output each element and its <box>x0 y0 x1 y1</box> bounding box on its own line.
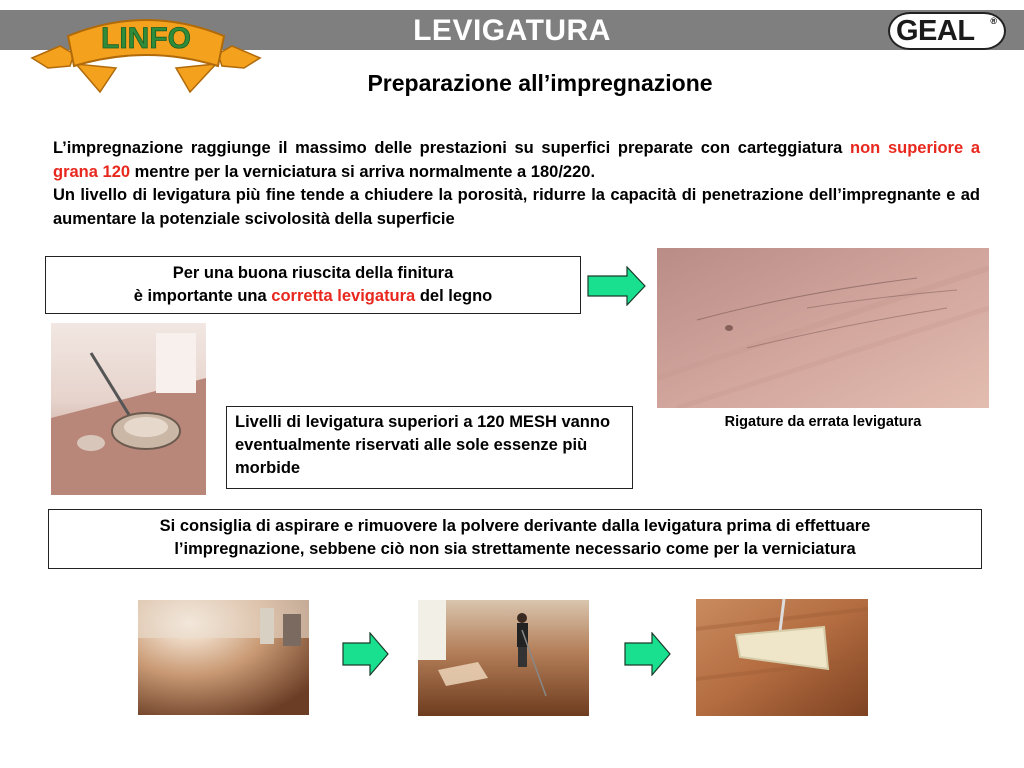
intro-text <box>53 137 980 231</box>
geal-logo-text: GEAL <box>896 15 975 47</box>
mop-floor-photo <box>696 599 868 716</box>
right-arrow-icon <box>624 632 672 681</box>
worker-cleaning-photo <box>418 600 589 716</box>
page-title: LEVIGATURA <box>413 14 611 47</box>
right-arrow-icon <box>342 632 390 681</box>
linfo-logo-text: LINFO <box>101 22 191 55</box>
scratch-caption: Rigature da errata levigatura <box>724 414 922 430</box>
scratched-floor-photo <box>657 248 989 408</box>
intro-paragraph-2: Un livello di levigatura più fine tende a chiudere la porosità, ridurre la capacità di penetrazione dell’impregnante e ad aumentare la potenziale scivolosità della superficie <box>53 186 980 228</box>
sanding-highlight: corretta levigatura <box>271 287 416 305</box>
right-arrow-icon <box>587 266 647 311</box>
dust-note-line2: l’impregnazione, sebbene ciò non sia strettamente necessario come per la verniciatura <box>174 540 856 558</box>
intro-p1-start: L’impregnazione raggiunge il massimo delle prestazioni su superfici preparate con carteggiatura <box>53 139 851 157</box>
finish-note-line2 <box>46 285 580 308</box>
mesh-note-box <box>226 406 633 489</box>
finish-line2-start: è importante una <box>133 287 272 305</box>
dust-note-box <box>48 509 982 569</box>
intro-paragraph-1 <box>53 137 980 184</box>
finish-line2-end: del legno <box>415 287 493 305</box>
finish-note-line1: Per una buona riuscita della finitura <box>172 264 454 282</box>
vacuum-room-photo <box>138 600 309 715</box>
registered-mark: ® <box>990 16 997 26</box>
grit-highlight: non superiore a grana 120 <box>53 139 980 181</box>
mesh-note-text: Livelli di levigatura superiori a 120 MESH vanno eventualmente riservati alle sole essenze più morbide <box>235 413 611 477</box>
intro-p1-end: mentre per la verniciatura si arriva normalmente a 180/220. <box>130 162 596 181</box>
finish-note-box <box>45 256 581 314</box>
dust-note-line1: Si consiglia di aspirare e rimuovere la polvere derivante dalla levigatura prima di effettuare <box>159 517 871 535</box>
section-subtitle: Preparazione all’impregnazione <box>367 70 713 96</box>
geal-logo <box>888 12 1006 50</box>
floor-sander-photo <box>51 323 206 495</box>
